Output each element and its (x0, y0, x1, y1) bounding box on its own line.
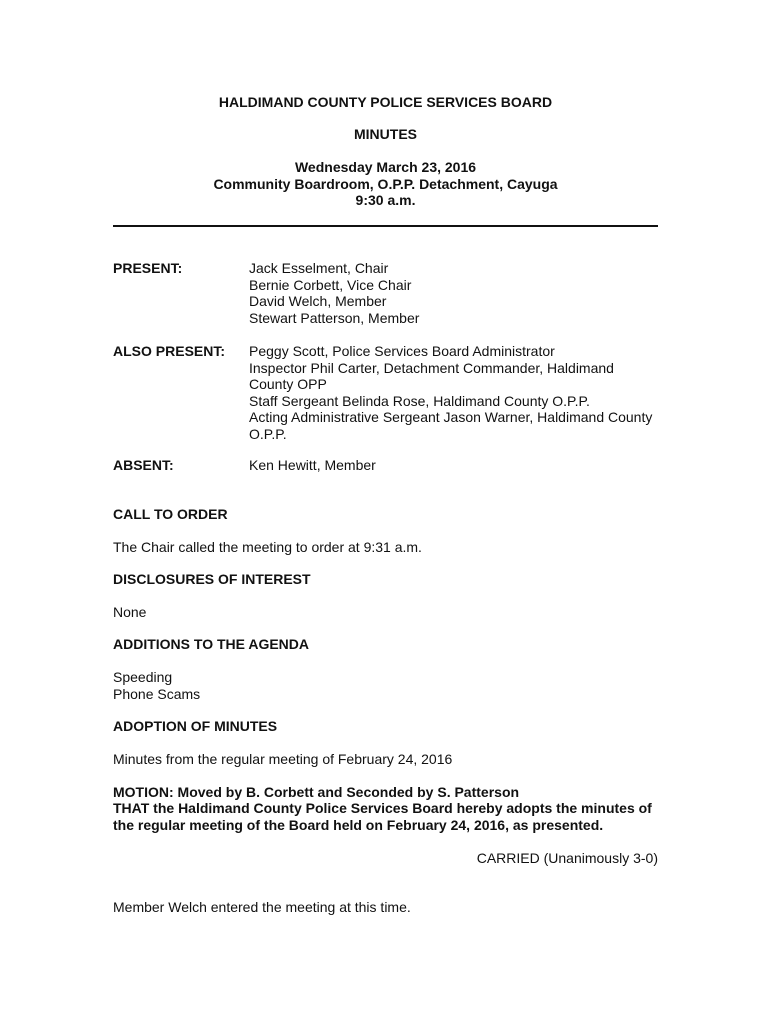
attendee-name: Inspector Phil Carter, Detachment Commander, Haldimand County OPP (249, 359, 614, 392)
list-item: Phone Scams (113, 685, 201, 702)
document-header (113, 94, 658, 111)
meeting-location: Community Boardroom, O.P.P. Detachment, Cayuga (213, 175, 558, 192)
meeting-note: Member Welch entered the meeting at this time. (113, 899, 411, 915)
attendee-name: Stewart Patterson, Member (249, 309, 420, 326)
section-text: The Chair called the meeting to order at 9:31 a.m. (113, 539, 422, 555)
attendee-name: Jack Esselment, Chair (249, 260, 389, 276)
absent-label: ABSENT: (113, 457, 174, 473)
doc-type: MINUTES (354, 126, 417, 142)
meeting-date: Wednesday March 23, 2016 (294, 159, 477, 175)
meeting-time: 9:30 a.m. (355, 192, 416, 208)
also-present-label: ALSO PRESENT: (113, 343, 226, 359)
agenda-additions-list (113, 669, 658, 702)
section-heading: CALL TO ORDER (113, 506, 228, 522)
attendee-name: David Welch, Member (249, 293, 387, 309)
also-present-list (249, 343, 658, 442)
present-list (249, 260, 658, 326)
list-item: Speeding (113, 669, 173, 685)
attendee-name: Ken Hewitt, Member (249, 457, 376, 473)
attendee-name: Staff Sergeant Belinda Rose, Haldimand County O.P.P. (249, 392, 590, 409)
header-divider (113, 225, 658, 227)
attendee-name: Acting Administrative Sergeant Jason Warner, Haldimand County O.P.P. (249, 409, 653, 442)
section-text: None (113, 604, 147, 620)
meeting-details (113, 159, 658, 209)
motion-result: CARRIED (Unanimously 3-0) (476, 850, 658, 866)
absent-list (249, 457, 658, 474)
attendee-name: Peggy Scott, Police Services Board Administrator (249, 343, 555, 359)
present-label: PRESENT: (113, 260, 183, 276)
attendee-name: Bernie Corbett, Vice Chair (249, 276, 412, 293)
section-heading: ADDITIONS TO THE AGENDA (113, 636, 310, 652)
section-heading: DISCLOSURES OF INTEREST (113, 571, 311, 587)
motion-text: THAT the Haldimand County Police Services Board hereby adopts the minutes of the regular meeting of the Board held on February 24, 2016, as presented. (113, 800, 652, 833)
org-title: HALDIMAND COUNTY POLICE SERVICES BOARD (218, 94, 553, 110)
motion-line: MOTION: Moved by B. Corbett and Seconded by S. Patterson (113, 784, 520, 800)
section-text: Minutes from the regular meeting of February 24, 2016 (113, 751, 453, 767)
section-heading: ADOPTION OF MINUTES (113, 718, 278, 734)
